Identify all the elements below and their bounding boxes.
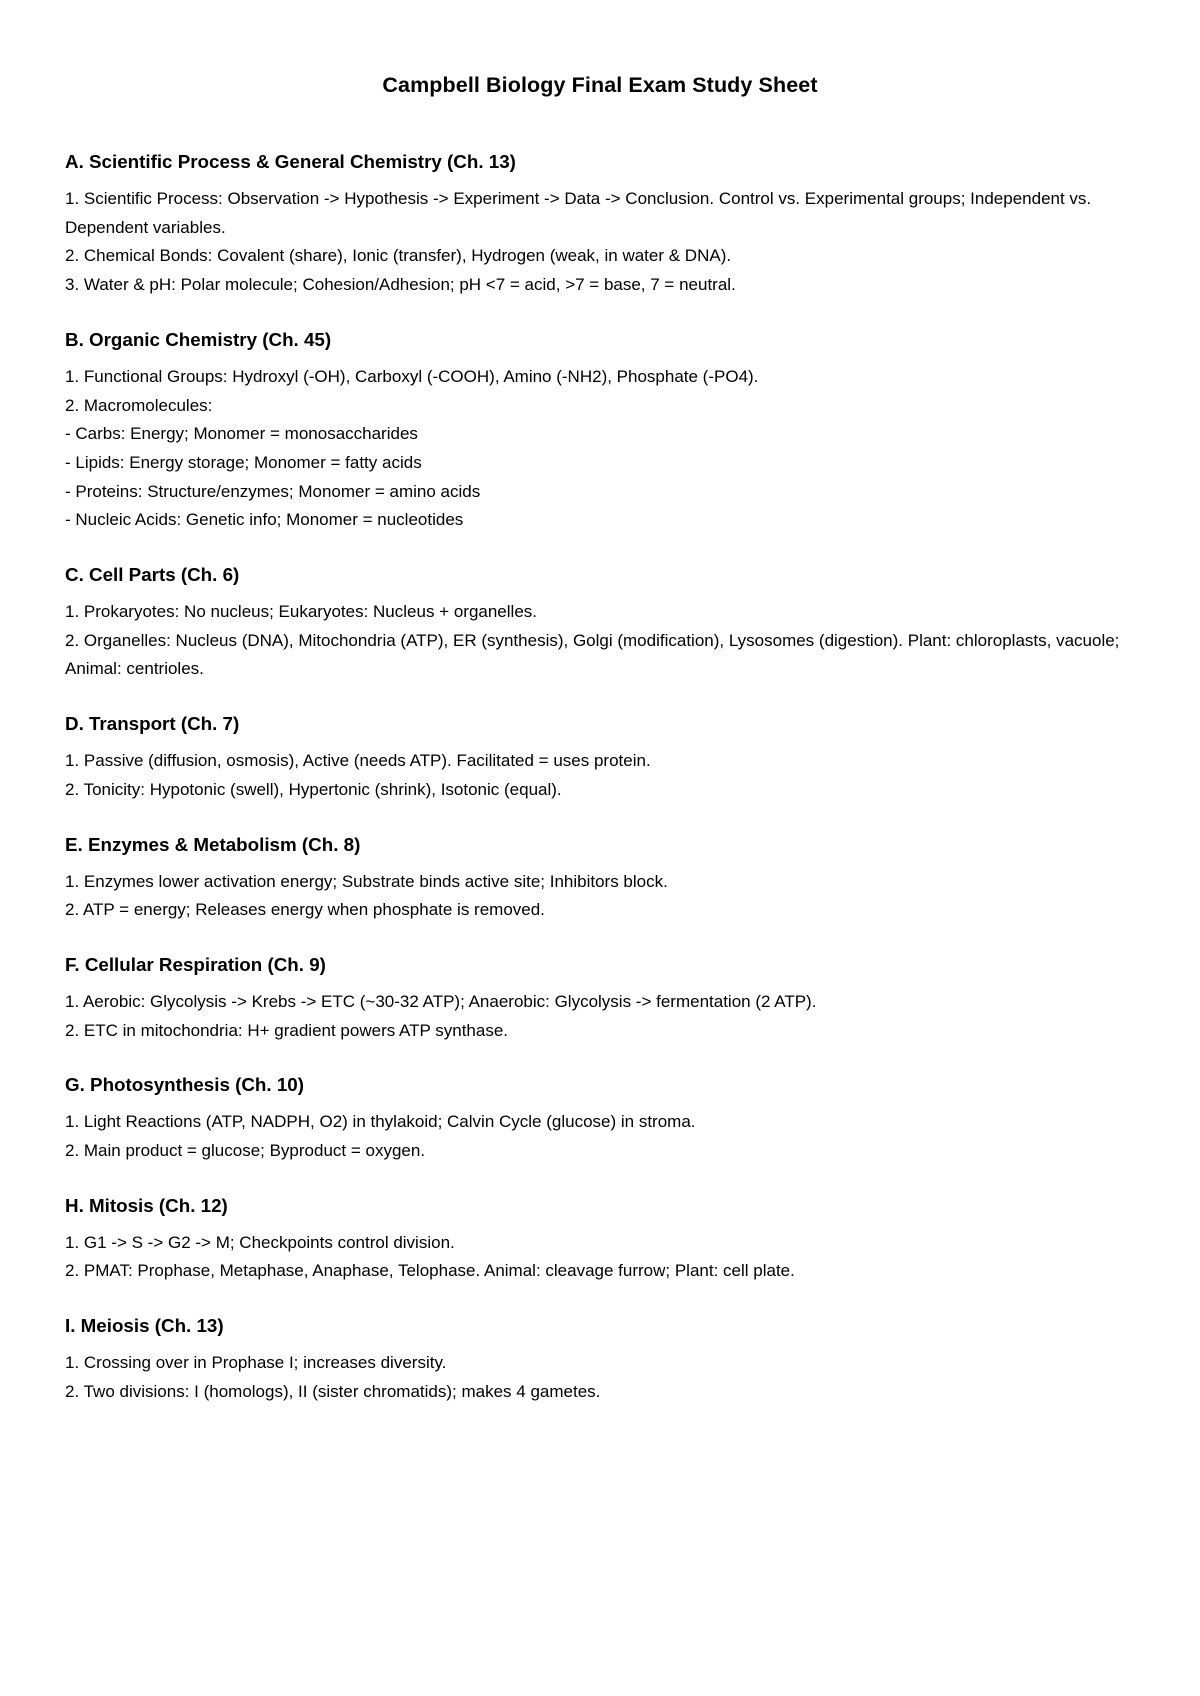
section-line: 2. ETC in mitochondria: H+ gradient powers ATP synthase.	[65, 1020, 509, 1040]
section-line: - Carbs: Energy; Monomer = monosaccharides	[65, 424, 418, 444]
section-line: 1. G1 -> S -> G2 -> M; Checkpoints control division.	[65, 1232, 455, 1252]
section-line: - Nucleic Acids: Genetic info; Monomer = nucleotides	[65, 510, 464, 530]
section-heading: E. Enzymes & Metabolism (Ch. 8)	[65, 833, 361, 855]
section-heading: B. Organic Chemistry (Ch. 45)	[65, 328, 332, 350]
section	[65, 712, 1155, 804]
section-line: 1. Passive (diffusion, osmosis), Active (needs ATP). Facilitated = uses protein.	[65, 751, 651, 771]
section	[65, 563, 1155, 684]
section-line: 2. Organelles: Nucleus (DNA), Mitochondria (ATP), ER (synthesis), Golgi (modification), Lysosomes (digestion). Plant: chloroplasts, vacuole; Animal: centrioles.	[65, 630, 1120, 679]
section-heading: I. Meiosis (Ch. 13)	[65, 1315, 224, 1337]
section-heading: D. Transport (Ch. 7)	[65, 713, 240, 735]
section-heading: G. Photosynthesis (Ch. 10)	[65, 1074, 304, 1096]
section-line: 1. Light Reactions (ATP, NADPH, O2) in thylakoid; Calvin Cycle (glucose) in stroma.	[65, 1112, 696, 1132]
section-line: 1. Crossing over in Prophase I; increases diversity.	[65, 1353, 447, 1373]
section-line: 1. Prokaryotes: No nucleus; Eukaryotes: Nucleus + organelles.	[65, 602, 537, 622]
section-line: - Lipids: Energy storage; Monomer = fatty acids	[65, 452, 422, 472]
section-line: 1. Aerobic: Glycolysis -> Krebs -> ETC (~30-32 ATP); Anaerobic: Glycolysis -> fermentation (2 ATP).	[65, 991, 817, 1011]
section	[65, 1073, 1155, 1165]
section-line: 2. ATP = energy; Releases energy when phosphate is removed.	[65, 900, 545, 920]
section-line: 2. Macromolecules:	[65, 395, 213, 415]
section-line: 1. Scientific Process: Observation -> Hypothesis -> Experiment -> Data -> Conclusion. Control vs. Experimental groups; Independent vs. Dependent variables.	[65, 189, 1092, 237]
section-heading: H. Mitosis (Ch. 12)	[65, 1194, 228, 1216]
section-line: 2. Chemical Bonds: Covalent (share), Ionic (transfer), Hydrogen (weak, in water & DNA).	[65, 246, 732, 266]
page-title: Campbell Biology Final Exam Study Sheet	[382, 73, 818, 97]
section-line: - Proteins: Structure/enzymes; Monomer = amino acids	[65, 481, 481, 501]
section	[65, 1194, 1155, 1286]
section-line: 1. Enzymes lower activation energy; Substrate binds active site; Inhibitors block.	[65, 871, 668, 891]
section-line: 1. Functional Groups: Hydroxyl (-OH), Carboxyl (-COOH), Amino (-NH2), Phosphate (-PO4).	[65, 366, 759, 386]
section	[65, 833, 1155, 925]
section	[65, 150, 1155, 300]
section-line: 2. Main product = glucose; Byproduct = oxygen.	[65, 1141, 426, 1161]
section-heading: F. Cellular Respiration (Ch. 9)	[65, 953, 326, 975]
section-heading: A. Scientific Process & General Chemistry (Ch. 13)	[65, 151, 516, 172]
section	[65, 328, 1155, 535]
section	[65, 953, 1155, 1045]
section-heading: C. Cell Parts (Ch. 6)	[65, 564, 240, 586]
section	[65, 1314, 1155, 1406]
section-line: 2. Two divisions: I (homologs), II (sister chromatids); makes 4 gametes.	[65, 1381, 601, 1401]
section-line: 2. Tonicity: Hypotonic (swell), Hypertonic (shrink), Isotonic (equal).	[65, 779, 562, 799]
sections-container	[65, 150, 1155, 1435]
section-line: 3. Water & pH: Polar molecule; Cohesion/Adhesion; pH <7 = acid, >7 = base, 7 = neutral.	[65, 275, 736, 295]
section-line: 2. PMAT: Prophase, Metaphase, Anaphase, Telophase. Animal: cleavage furrow; Plant: cell plate.	[65, 1261, 795, 1281]
